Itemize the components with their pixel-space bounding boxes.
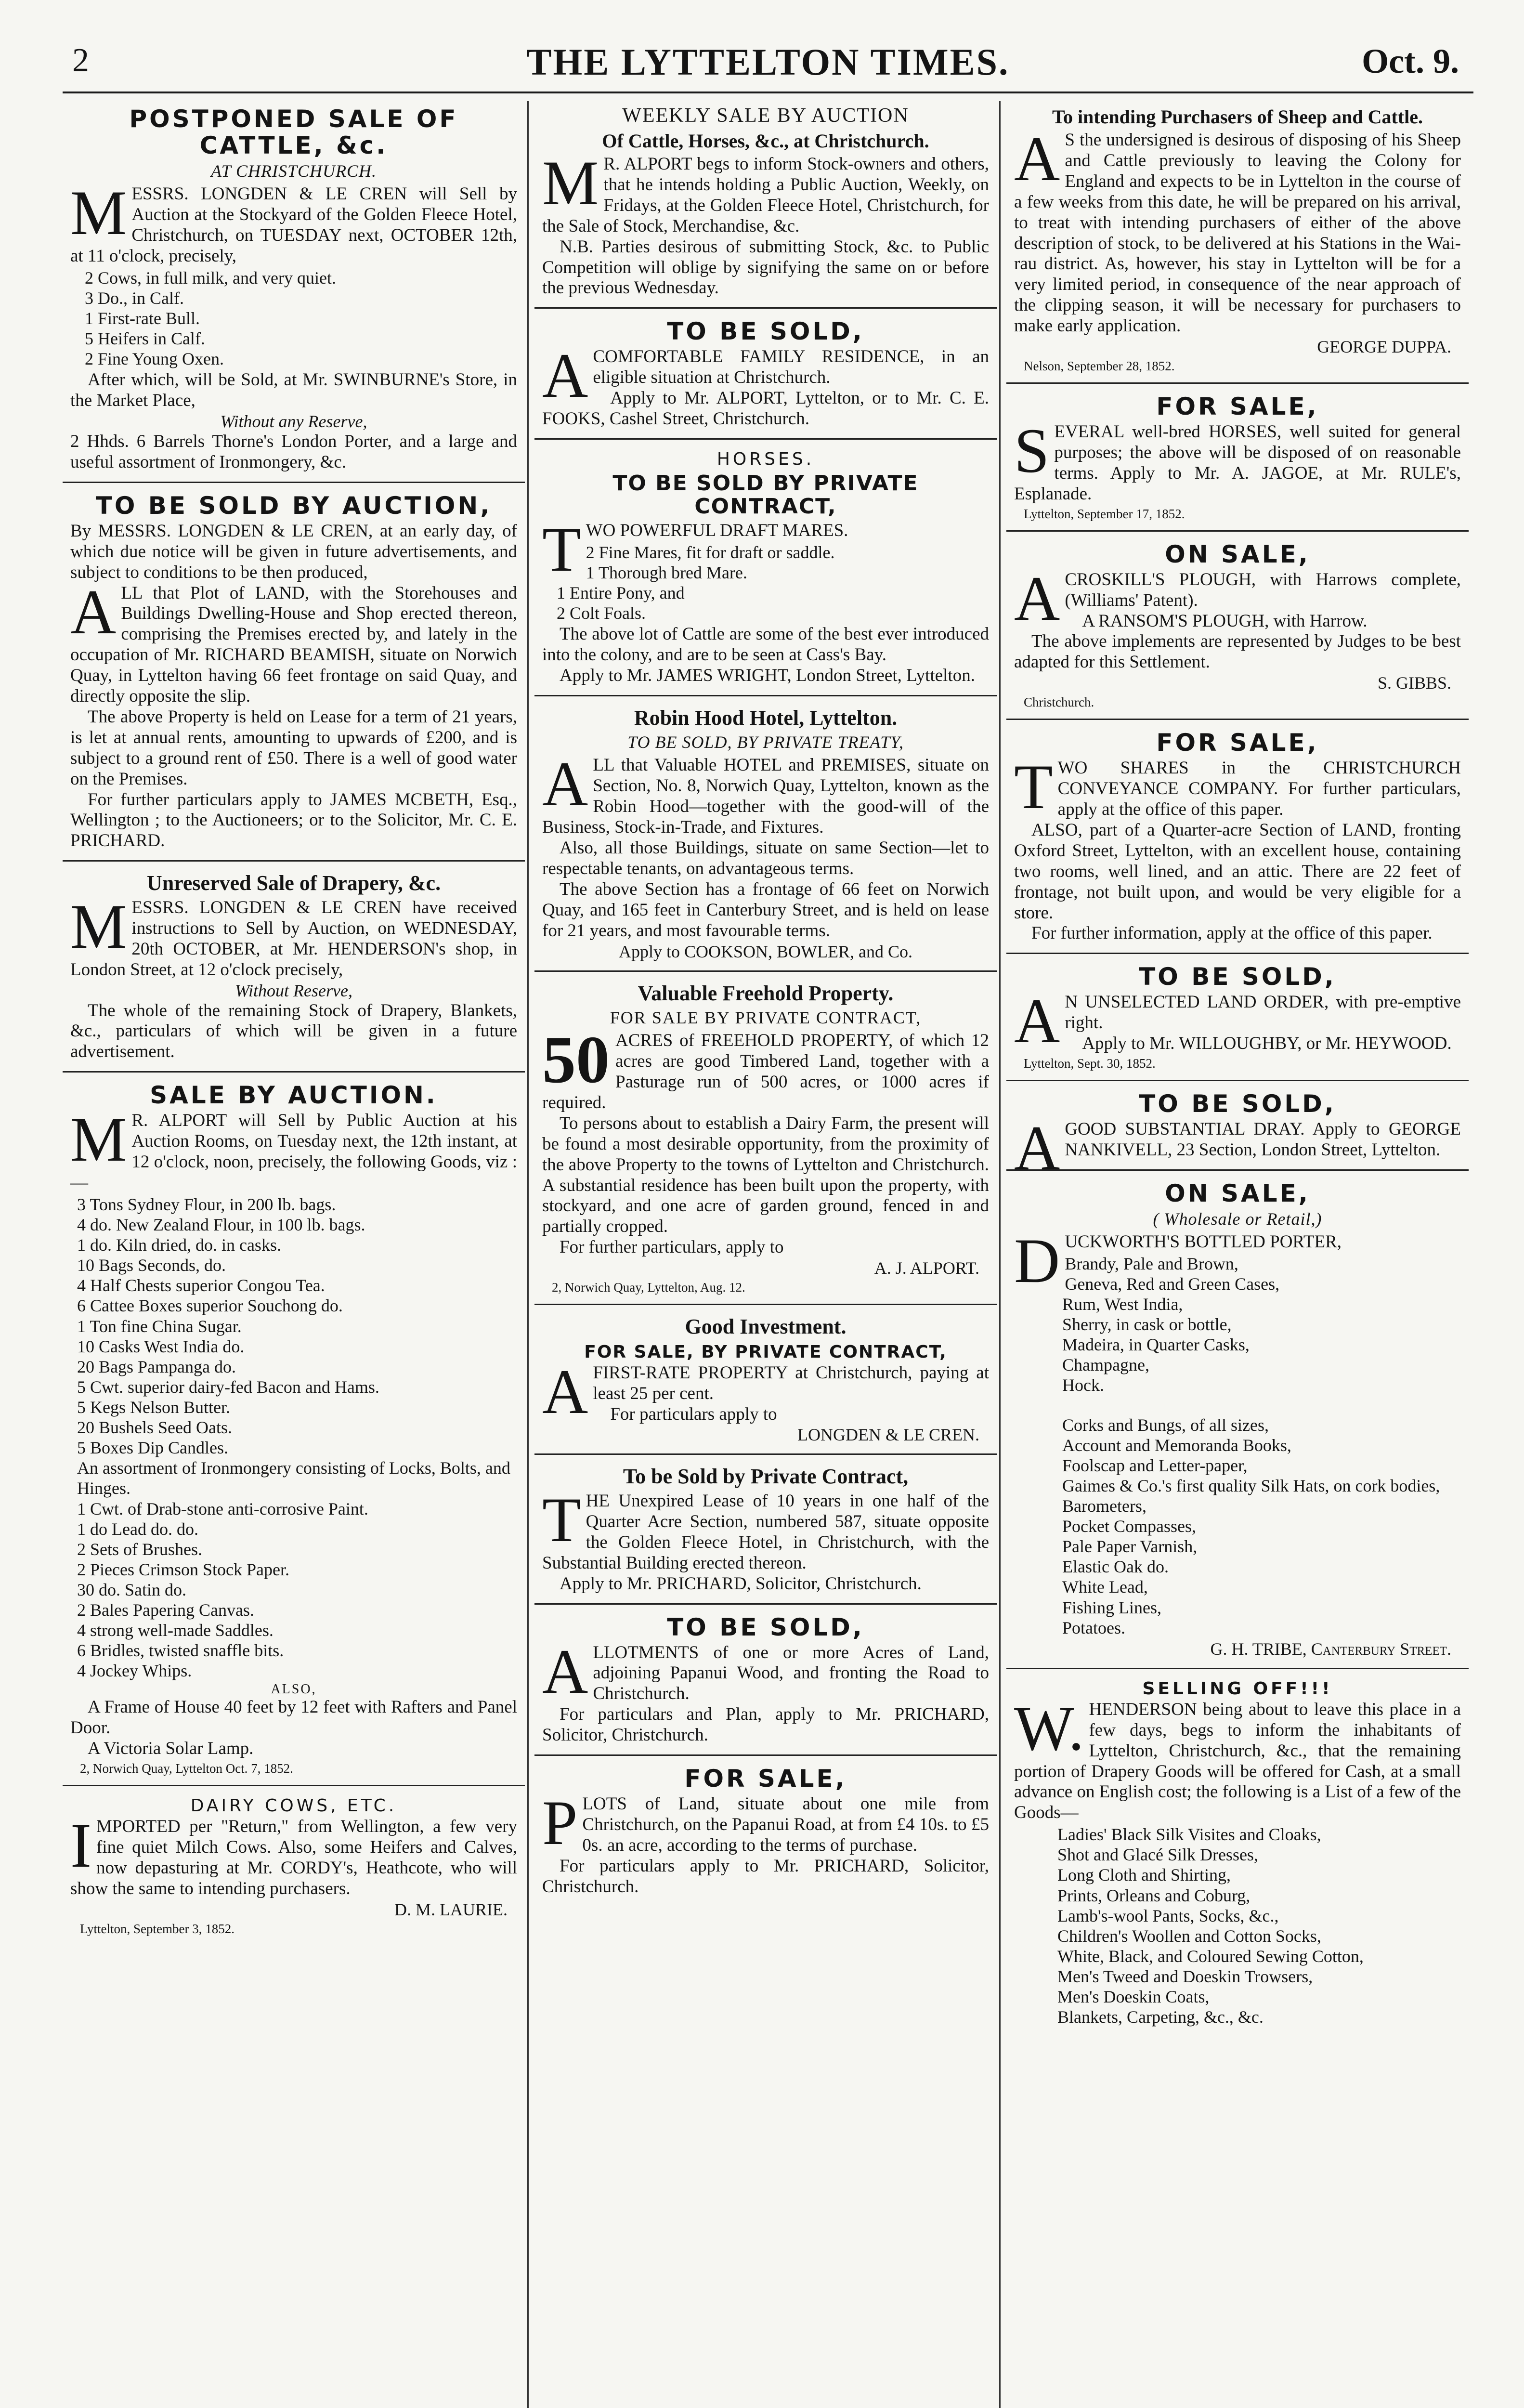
column-rule bbox=[527, 101, 529, 2408]
ad-heading: TO BE SOLD, bbox=[1139, 963, 1336, 991]
ad-dairy-cows bbox=[63, 1791, 525, 1945]
ad-text: The above lot of Cattle are some of the best ever introduced into the colony, and are to be seen at Cass's Bay. bbox=[542, 624, 989, 665]
ad-heading: DAIRY COWS, ETC. bbox=[190, 1796, 397, 1816]
ad-text: For particulars and Plan, apply to Mr. PRICHARD, Solicitor, Christchurch. bbox=[542, 1704, 989, 1745]
ad-subheading: TO BE SOLD, BY PRIVATE TREATY, bbox=[627, 733, 904, 752]
item-list bbox=[557, 542, 989, 623]
list-item: Madeira, in Quarter Casks, bbox=[1062, 1335, 1250, 1355]
drop-cap: P bbox=[542, 1787, 578, 1858]
list-item: 2 Pieces Crimson Stock Paper. bbox=[77, 1559, 289, 1579]
list-item: 2 Sets of Brushes. bbox=[77, 1539, 202, 1559]
ad-good-investment bbox=[534, 1310, 997, 1455]
ad-subheading: Of Cattle, Horses, &c., at Christchurch. bbox=[602, 130, 929, 152]
list-item: 4 Jockey Whips. bbox=[77, 1661, 192, 1681]
also-label: ALSO, bbox=[271, 1682, 317, 1697]
ad-heading: FOR SALE, bbox=[1156, 729, 1319, 757]
ad-text: GOOD SUBSTANTIAL DRAY. Apply to GEORGE NANKIVELL, 23 Section, London Street, Lyttelton. bbox=[1065, 1119, 1461, 1160]
ad-text: 2 Hhds. 6 Barrels Thorne's London Porter, and a large and useful assortment of Ironmongery, &c. bbox=[70, 431, 517, 472]
drop-cap: D bbox=[1014, 1225, 1060, 1296]
ad-heading: TO BE SOLD BY AUCTION, bbox=[95, 491, 492, 520]
drop-cap: A bbox=[542, 748, 588, 820]
ad-sale-by-auction bbox=[63, 1077, 525, 1786]
list-item: 5 Cwt. superior dairy-fed Bacon and Hams. bbox=[77, 1377, 379, 1397]
list-item: 30 do. Satin do. bbox=[77, 1580, 187, 1599]
list-item: 1 do Lead do. do. bbox=[77, 1519, 198, 1539]
ad-heading: TO BE SOLD BY PRIVATE CONTRACT, bbox=[612, 471, 919, 519]
ad-text: The above implements are represented by Judges to be best adapted for this Settlement. bbox=[1014, 631, 1461, 672]
list-item: Potatoes. bbox=[1062, 1618, 1125, 1637]
list-item: White, Black, and Coloured Sewing Cotton, bbox=[1057, 1946, 1364, 1966]
ad-text: For further information, apply at the office of this paper. bbox=[1031, 923, 1433, 943]
ad-heading: ON SALE, bbox=[1165, 540, 1310, 568]
ad-horses-for-sale bbox=[1006, 389, 1469, 532]
list-item: 2 Fine Young Oxen. bbox=[85, 349, 224, 369]
ad-text: A Frame of House 40 feet by 12 feet with Rafters and Panel Door. bbox=[70, 1697, 517, 1738]
ad-heading: Unreserved Sale of Drapery, &c. bbox=[146, 871, 441, 895]
list-item: 20 Bushels Seed Oats. bbox=[77, 1418, 232, 1438]
signature: LONGDEN & LE CREN. bbox=[797, 1425, 979, 1445]
ad-horses-private-contract bbox=[534, 445, 997, 696]
drop-cap: T bbox=[542, 1484, 581, 1556]
ad-heading: WEEKLY SALE BY AUCTION bbox=[622, 105, 909, 127]
ad-text: Apply to Mr. ALPORT, Lyttelton, or to Mr. C. E. FOOKS, Cashel Street, Christchurch. bbox=[542, 388, 989, 429]
drop-cap: A bbox=[1014, 985, 1060, 1057]
list-item: Blankets, Carpeting, &c., &c. bbox=[1057, 2007, 1263, 2027]
ad-allotments bbox=[534, 1610, 997, 1756]
list-item: Brandy, Pale and Brown, bbox=[1065, 1254, 1238, 1273]
ad-text: LOTS of Land, situate about one mile from Christchurch, on the Papanui Road, at from £4 10s. to £5 0s. an acre, according to the terms of purchase. bbox=[582, 1794, 989, 1855]
ad-robin-hood-hotel bbox=[534, 701, 997, 972]
list-item: 4 strong well-made Saddles. bbox=[77, 1621, 274, 1640]
drop-cap: A bbox=[1014, 1112, 1060, 1184]
ad-subheading: FOR SALE, BY PRIVATE CONTRACT, bbox=[584, 1342, 947, 1362]
ad-heading: TO BE SOLD, bbox=[667, 1613, 864, 1641]
list-item: 2 Fine Mares, fit for draft or saddle. bbox=[586, 542, 835, 562]
ad-contact: Apply to COOKSON, BOWLER, and Co. bbox=[619, 942, 912, 961]
drop-cap: T bbox=[1014, 751, 1053, 823]
ad-text: To persons about to establish a Dairy Farm, the present will be found a most desirable opportunity, from the proximity of the above Property to the towns of Lyttelton and Christchurch. A substantial residence has been built upon the property, with stockyard, and one acre of garden ground, fenced in and partially cropped. bbox=[542, 1113, 989, 1237]
ad-weekly-sale bbox=[534, 101, 997, 309]
page-number: 2 bbox=[72, 42, 89, 79]
ad-dray bbox=[1006, 1086, 1469, 1184]
column-rule bbox=[999, 101, 1001, 2408]
list-item: Account and Memoranda Books, bbox=[1062, 1435, 1291, 1455]
ad-freehold-property bbox=[534, 977, 997, 1306]
ad-plots-of-land bbox=[534, 1761, 997, 1906]
ad-heading: SELLING OFF!!! bbox=[1142, 1678, 1333, 1699]
list-item: 1 Cwt. of Drab-stone anti-corrosive Paint. bbox=[77, 1499, 368, 1518]
drop-cap: M bbox=[70, 177, 127, 248]
drop-cap: M bbox=[70, 1104, 127, 1175]
drop-cap: A bbox=[542, 340, 588, 411]
dateline: 2, Norwich Quay, Lyttelton Oct. 7, 1852. bbox=[80, 1761, 293, 1776]
drop-cap: A bbox=[542, 1356, 588, 1427]
ad-text: LL that Valuable HOTEL and PREMISES, situate on Section, No. 8, Norwich Quay, Lyttelton, known as the Robin Hood—together with the good-will of the Business, Stock-in-Trade, and Fixtures. bbox=[542, 755, 989, 838]
ad-text: The above Section has a frontage of 66 feet on Norwich Quay, and 165 feet in Canterbury Street, and is held on lease for 21 years, and most favourable terms. bbox=[542, 879, 989, 941]
list-item: 1 Entire Pony, and bbox=[557, 583, 685, 602]
column-1 bbox=[63, 101, 525, 2408]
ad-text: For particulars apply to Mr. PRICHARD, Solicitor, Christchurch. bbox=[542, 1856, 989, 1897]
list-item: Foolscap and Letter-paper, bbox=[1062, 1455, 1248, 1475]
list-item: 4 Half Chests superior Congou Tea. bbox=[77, 1276, 325, 1296]
ad-text: Apply to Mr. JAMES WRIGHT, London Street, Lyttelton. bbox=[560, 665, 975, 685]
list-item: 5 Boxes Dip Candles. bbox=[77, 1438, 228, 1458]
drop-cap: I bbox=[70, 1810, 91, 1881]
ad-text: A Victoria Solar Lamp. bbox=[88, 1739, 254, 1759]
list-item: Rum, West India, bbox=[1062, 1295, 1183, 1314]
ad-duckworth-porter bbox=[1006, 1176, 1469, 1669]
ad-heading: FOR SALE, bbox=[684, 1765, 847, 1793]
dateline: Nelson, September 28, 1852. bbox=[1024, 359, 1175, 374]
signature: A. J. ALPORT. bbox=[874, 1258, 979, 1278]
list-item: Pale Paper Varnish, bbox=[1062, 1537, 1198, 1557]
item-list bbox=[77, 1194, 517, 1681]
ad-conveyance-shares bbox=[1006, 725, 1469, 954]
ad-text: ESSRS. LONGDEN & LE CREN have received instructions to Sell by Auction, on WEDNESDAY, 20th OCTOBER, at Mr. HENDERSON's shop, in London Street, at 12 o'clock precisely, bbox=[70, 897, 517, 980]
list-item: Geneva, Red and Green Cases, bbox=[1065, 1274, 1280, 1294]
reserve-note: Without any Reserve, bbox=[220, 411, 367, 431]
ad-text: FIRST-RATE PROPERTY at Christchurch, paying at least 25 per cent. bbox=[593, 1362, 989, 1403]
reserve-note: Without Reserve, bbox=[235, 981, 352, 1000]
list-item: Prints, Orleans and Coburg, bbox=[1057, 1885, 1250, 1905]
ad-text: ESSRS. LONGDEN & LE CREN will Sell by Auction at the Stockyard of the Golden Fleece Hotel, Christchurch, on TUESDAY next, OCTOBER 12th, at 11 o'clock, precisely, bbox=[70, 184, 517, 266]
ad-sheep-and-cattle bbox=[1006, 101, 1469, 384]
ad-heading: ON SALE, bbox=[1165, 1179, 1310, 1207]
newspaper-title: THE LYTTELTON TIMES. bbox=[526, 41, 1010, 83]
list-item: 1 do. Kiln dried, do. in casks. bbox=[77, 1235, 281, 1255]
signature: D. M. LAURIE. bbox=[394, 1899, 508, 1919]
ad-text: S the undersigned is desirous of disposing of his Sheep and Cattle previously to leaving the Colony for England and expects to be in Lyttelton in the course of a few weeks from this date, he will be prepared on his arrival, to treat with intending purchasers of either of the above description of stock, to be delivered at his Stations in the Wai-rau district. As, however, his stay in Lyttelton will be for a very limited period, in consequence of the near approach of the clipping season, it will be necessary for purchasers to make early application. bbox=[1014, 130, 1461, 336]
ad-heading: FOR SALE, bbox=[1156, 393, 1319, 421]
ad-text: MPORTED per "Return," from Wellington, a few very fine quiet Milch Cows. Also, some Heifers and Calves, now depasturing at Mr. CORDY's, Heathcote, who will show the same to intending purchasers. bbox=[70, 1817, 517, 1898]
ad-text: WO SHARES in the CHRISTCHURCH CONVEYANCE COMPANY. For further particulars, apply at the office of this paper. bbox=[1057, 758, 1461, 820]
ad-family-residence bbox=[534, 314, 997, 440]
ad-text: By MESSRS. LONGDEN & LE CREN, at an early day, of which due notice will be given in future advertisements, and subject to conditions to be then produced, bbox=[70, 521, 517, 582]
list-item: 6 Bridles, twisted snaffle bits. bbox=[77, 1641, 284, 1661]
ad-text: For further particulars, apply to bbox=[560, 1237, 784, 1257]
drop-cap: M bbox=[542, 147, 599, 218]
ad-text: N UNSELECTED LAND ORDER, with pre-emptive right. bbox=[1065, 992, 1461, 1033]
drop-cap: A bbox=[542, 1636, 588, 1707]
list-item: 3 Do., in Calf. bbox=[85, 288, 184, 308]
list-item: 2 Cows, in full milk, and very quiet. bbox=[85, 268, 336, 288]
ad-text: HE Unexpired Lease of 10 years in one half of the Quarter Acre Section, numbered 587, situate opposite the Golden Fleece Hotel, in Christchurch, with the Substantial Building erected thereon. bbox=[542, 1491, 989, 1573]
ad-text: For particulars apply to bbox=[610, 1404, 777, 1424]
ad-unexpired-lease bbox=[534, 1460, 997, 1604]
ad-text: The whole of the remaining Stock of Drapery, Blankets, &c., particulars of which will be given in a future advertisement. bbox=[70, 1000, 517, 1062]
item-list bbox=[85, 268, 517, 369]
ad-heading: Valuable Freehold Property. bbox=[638, 981, 894, 1005]
drop-cap: W. bbox=[1014, 1692, 1084, 1764]
item-list bbox=[1062, 1415, 1461, 1638]
item-list bbox=[1062, 1254, 1461, 1396]
list-item: Pocket Compasses, bbox=[1062, 1517, 1196, 1536]
ad-text: Apply to Mr. WILLOUGHBY, or Mr. HEYWOOD. bbox=[1082, 1034, 1452, 1054]
ad-selling-off bbox=[1006, 1674, 1469, 2037]
column-3 bbox=[1006, 101, 1469, 2408]
drop-cap: S bbox=[1014, 415, 1050, 486]
ad-postponed-sale-cattle bbox=[63, 101, 525, 483]
list-item: White Lead, bbox=[1062, 1577, 1148, 1597]
ad-text: For further particulars apply to JAMES MCBETH, Esq., Wellington ; to the Auctioneers; or to the Solicitor, Mr. C. E. PRICHARD. bbox=[70, 789, 517, 851]
ad-text: Also, all those Buildings, situate on same Section—let to respectable tenants, on advantageous terms. bbox=[542, 838, 989, 878]
ad-text: Apply to Mr. PRICHARD, Solicitor, Christchurch. bbox=[560, 1573, 922, 1594]
list-item: Lamb's-wool Pants, Socks, &c., bbox=[1057, 1906, 1279, 1925]
ad-text: The above Property is held on Lease for a term of 21 years, is let at annual rents, amounting to upwards of £200, and is subject to a ground rent of £50. There is a well of good water on the Premises. bbox=[70, 707, 517, 789]
list-item: 1 First-rate Bull. bbox=[85, 308, 200, 328]
list-item: An assortment of Ironmongery consisting of Locks, Bolts, and Hinges. bbox=[77, 1458, 510, 1498]
drop-cap: A bbox=[70, 576, 117, 647]
ad-text: After which, will be Sold, at Mr. SWINBURNE's Store, in the Market Place, bbox=[70, 370, 517, 411]
list-item: Shot and Glacé Silk Dresses, bbox=[1057, 1845, 1258, 1865]
ad-heading: POSTPONED SALE OF CATTLE, &c. bbox=[129, 105, 458, 159]
list-item: Long Cloth and Shirting, bbox=[1057, 1865, 1231, 1885]
ad-heading: To be Sold by Private Contract, bbox=[623, 1465, 909, 1489]
ad-text: EVERAL well-bred HORSES, well suited for general purposes; the above will be disposed of on reasonable terms. Apply to Mr. A. JAGOE, at Mr. RULE's, Esplanade. bbox=[1014, 422, 1461, 504]
ad-unreserved-drapery bbox=[63, 866, 525, 1073]
list-item: 1 Thorough bred Mare. bbox=[586, 563, 747, 582]
ad-text: A RANSOM'S PLOUGH, with Harrow. bbox=[1082, 611, 1368, 631]
list-item: 1 Ton fine China Sugar. bbox=[77, 1316, 242, 1336]
ad-subheading: AT CHRISTCHURCH. bbox=[210, 161, 377, 181]
list-item: Champagne, bbox=[1062, 1355, 1149, 1375]
dateline: Lyttelton, Sept. 30, 1852. bbox=[1024, 1056, 1156, 1071]
list-item: 5 Kegs Nelson Butter. bbox=[77, 1397, 230, 1417]
ad-heading: SALE BY AUCTION. bbox=[150, 1081, 438, 1110]
list-item: Fishing Lines, bbox=[1062, 1597, 1162, 1617]
ad-to-be-sold-by-auction bbox=[63, 488, 525, 862]
ad-heading-small: HORSES. bbox=[716, 449, 815, 469]
list-item: Barometers, bbox=[1062, 1496, 1146, 1516]
list-item: 20 Bags Pampanga do. bbox=[77, 1357, 236, 1376]
ad-text: ALSO, part of a Quarter-acre Section of LAND, fronting Oxford Street, Lyttelton, with an excellent house, containing two rooms, well lined, and an attic. There are 22 feet of frontage, not built upon, and would be very eligible for a store. bbox=[1014, 820, 1461, 923]
list-item: Hock. bbox=[1062, 1375, 1104, 1395]
ad-land-order bbox=[1006, 959, 1469, 1081]
list-item: Corks and Bungs, of all sizes, bbox=[1062, 1415, 1269, 1435]
ad-heading: TO BE SOLD, bbox=[1139, 1090, 1336, 1118]
list-item: 2 Colt Foals. bbox=[557, 603, 646, 623]
ad-subheading: FOR SALE BY PRIVATE CONTRACT, bbox=[610, 1008, 922, 1028]
drop-cap: M bbox=[70, 890, 127, 962]
list-item: 2 Bales Papering Canvas. bbox=[77, 1600, 254, 1620]
list-item: 10 Casks West India do. bbox=[77, 1336, 245, 1356]
ad-text: N.B. Parties desirous of submitting Stock, &c. to Public Competition will oblige by signifying the same on or before the previous Wednesday. bbox=[542, 236, 989, 298]
list-item: Sherry, in cask or bottle, bbox=[1062, 1315, 1232, 1335]
list-item: Children's Woollen and Cotton Socks, bbox=[1057, 1926, 1321, 1946]
ad-subheading: ( Wholesale or Retail,) bbox=[1153, 1209, 1322, 1229]
drop-cap: 50 bbox=[542, 1022, 610, 1098]
ad-heading: To intending Purchasers of Sheep and Cattle. bbox=[1052, 106, 1423, 128]
ad-text: R. ALPORT will Sell by Public Auction at his Auction Rooms, on Tuesday next, the 12th instant, at 12 o'clock, noon, precisely, the following Goods, viz :— bbox=[70, 1111, 517, 1192]
drop-cap: T bbox=[542, 513, 581, 585]
masthead bbox=[63, 39, 1473, 93]
ad-text: COMFORTABLE FAMILY RESIDENCE, in an eligible situation at Christchurch. bbox=[593, 347, 989, 388]
dateline: 2, Norwich Quay, Lyttelton, Aug. 12. bbox=[552, 1280, 745, 1295]
ad-text: CROSKILL'S PLOUGH, with Harrows complete, (Williams' Patent). bbox=[1065, 569, 1461, 610]
list-item: 10 Bags Seconds, do. bbox=[77, 1256, 226, 1275]
ad-text: WO POWERFUL DRAFT MARES. bbox=[586, 520, 848, 540]
list-item: Gaimes & Co.'s first quality Silk Hats, on cork bodies, bbox=[1062, 1476, 1440, 1495]
ad-heading: TO BE SOLD, bbox=[667, 317, 864, 346]
drop-cap: A bbox=[1014, 563, 1060, 634]
list-item: 6 Cattee Boxes superior Souchong do. bbox=[77, 1296, 343, 1316]
list-item: 3 Tons Sydney Flour, in 200 lb. bags. bbox=[77, 1194, 336, 1214]
list-item: Elastic Oak do. bbox=[1062, 1557, 1169, 1577]
signature: S. GIBBS. bbox=[1377, 673, 1451, 693]
ad-heading: Good Investment. bbox=[685, 1315, 847, 1339]
dateline: Christchurch. bbox=[1024, 695, 1094, 710]
signature: G. H. TRIBE, Canterbury Street. bbox=[1210, 1639, 1451, 1659]
ad-text: LL that Plot of LAND, with the Storehouses and Buildings Dwelling-House and Shop erected thereon, comprising the Premises erected by, and lately in the occupation of Mr. RICHARD BEAMISH, situate on Norwich Quay, in Lyttelton having 66 feet frontage on said Quay, and directly opposite the slip. bbox=[70, 583, 517, 707]
dateline: Lyttelton, September 3, 1852. bbox=[80, 1921, 234, 1936]
list-item: Ladies' Black Silk Visites and Cloaks, bbox=[1057, 1825, 1321, 1845]
list-item: 4 do. New Zealand Flour, in 100 lb. bags. bbox=[77, 1215, 365, 1234]
column-2 bbox=[534, 101, 997, 2408]
ad-text: R. ALPORT begs to inform Stock-owners and others, that he intends holding a Public Auction, Weekly, on Fridays, at the Golden Fleece Hotel, Christchurch, for the Sale of Stock, Merchandise, &c. bbox=[542, 154, 989, 236]
ad-heading: Robin Hood Hotel, Lyttelton. bbox=[634, 706, 898, 730]
ad-text: ACRES of FREEHOLD PROPERTY, of which 12 acres are good Timbered Land, together with a Pasturage run of 500 acres, or 1000 acres if required. bbox=[542, 1031, 989, 1112]
ad-text: HENDERSON being about to leave this place in a few days, begs to inform the inhabitants of Lyttelton, Christchurch, &c., that the remaining portion of Drapery Goods will be offered for Cash, at a small advance on English cost; the following is a List of a few of the Goods— bbox=[1014, 1699, 1461, 1823]
list-item: 5 Heifers in Calf. bbox=[85, 328, 205, 348]
ad-text: UCKWORTH'S BOTTLED PORTER, bbox=[1065, 1231, 1342, 1252]
ad-plough-on-sale bbox=[1006, 537, 1469, 720]
item-list bbox=[1057, 1824, 1461, 2027]
list-item: Men's Tweed and Doeskin Trowsers, bbox=[1057, 1966, 1313, 1986]
ad-text: LLOTMENTS of one or more Acres of Land, adjoining Papanui Wood, and fronting the Road to Christchurch. bbox=[593, 1642, 989, 1704]
dateline: Lyttelton, September 17, 1852. bbox=[1024, 506, 1185, 521]
signature: GEORGE DUPPA. bbox=[1317, 337, 1451, 357]
list-item: Men's Doeskin Coats, bbox=[1057, 1987, 1210, 2007]
issue-date: Oct. 9. bbox=[1362, 42, 1459, 80]
drop-cap: A bbox=[1014, 123, 1060, 194]
